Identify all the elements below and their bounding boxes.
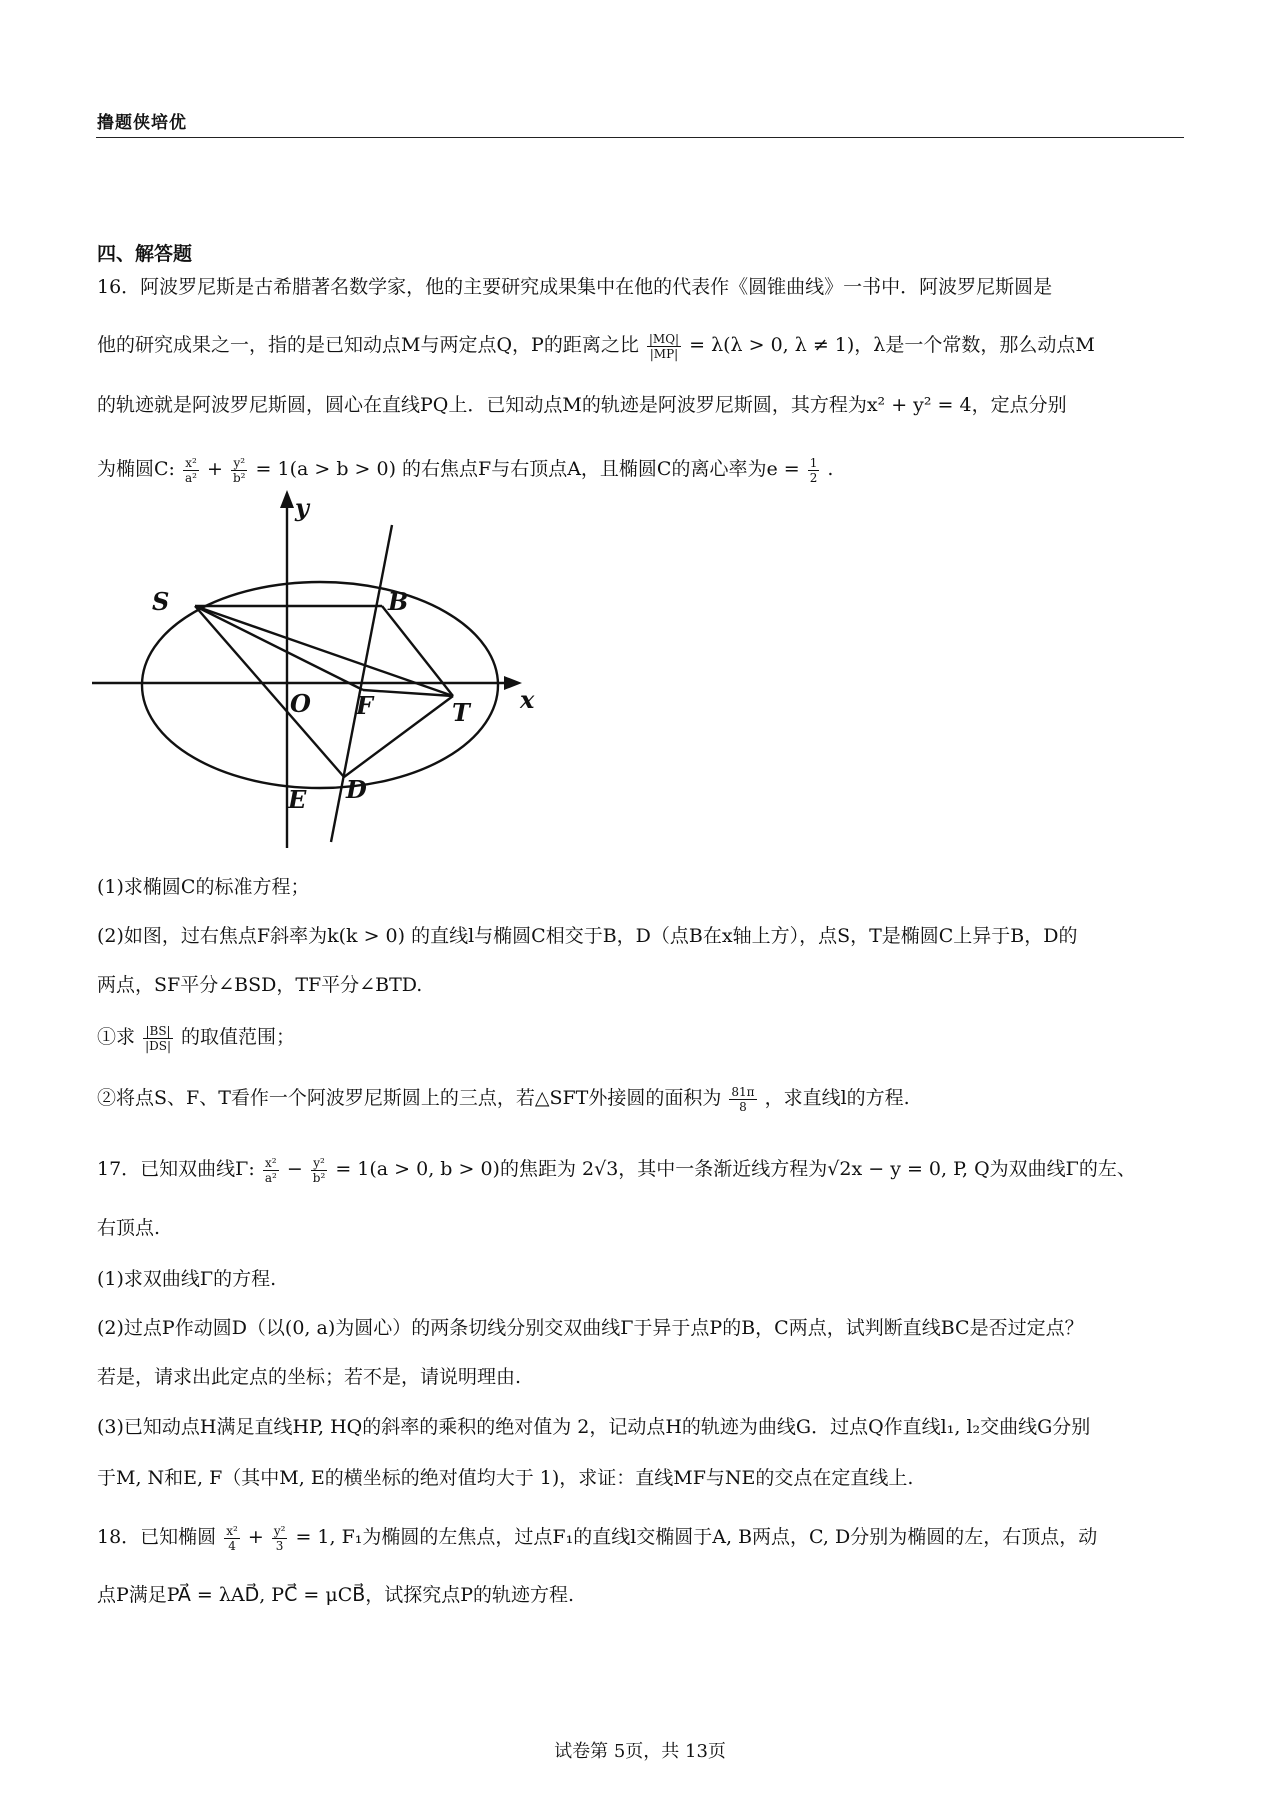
label-y: y xyxy=(295,493,309,522)
q17-line-2: 右顶点. xyxy=(97,1217,161,1239)
ellipse-figure xyxy=(90,490,535,860)
q18-line-2: 点P满足PA⃗ = λAD⃗, PC⃗ = μCB⃗，试探究点P的轨迹方程. xyxy=(97,1584,575,1606)
fraction-y2-b2: $\frac{\text{y²}}{\text{b²}}$ xyxy=(312,1155,326,1185)
label-s: S xyxy=(152,587,170,616)
q16-text: = 1(a > b > 0) 的右焦点F与右顶点A，且椭圆C的离心率为e = xyxy=(255,458,800,480)
plus-sign: + xyxy=(247,1526,264,1548)
q16-part-2-line-1: (2)如图，过右焦点F斜率为k(k > 0) 的直线l与椭圆C相交于B，D（点B在x轴上方），点S，T是椭圆C上异于B，D的 xyxy=(97,925,1078,947)
q16-part-2-ii xyxy=(97,1083,910,1114)
label-d: D xyxy=(346,775,367,804)
fraction-y2-3: $\frac{\text{y²}}{3}$ xyxy=(273,1523,286,1553)
fraction-x2-4: $\frac{\text{x²}}{4}$ xyxy=(226,1523,238,1553)
y-axis-arrow xyxy=(280,490,294,508)
fraction-81pi-8: $\frac{81\pi}{8}$ xyxy=(731,1084,755,1114)
q16-text: = λ(λ > 0, λ ≠ 1)，λ是一个常数，那么动点M xyxy=(689,334,1095,356)
header-divider xyxy=(96,137,1184,138)
q17-part-2-line-2: 若是，请求出此定点的坐标；若不是，请说明理由. xyxy=(97,1366,522,1388)
q17-part-3-line-2: 于M, N和E, F（其中M, E的横坐标的绝对值均大于 1)，求证：直线MF与NE的交点在定直线上. xyxy=(97,1467,914,1489)
q17-line-1 xyxy=(97,1154,1136,1185)
fraction-mq-mp: $\frac{|MQ|}{|MP|}$ xyxy=(648,331,680,361)
q17-part-2-line-1: (2)过点P作动圆D（以(0, a)为圆心）的两条切线分别交双曲线Γ于异于点P的B，C两点，试判断直线BC是否过定点？ xyxy=(97,1317,1084,1339)
q17-text: = 1(a > 0, b > 0)的焦距为 2√3，其中一条渐近线方程为√2x − y = 0, P, Q为双曲线Γ的左、 xyxy=(335,1158,1136,1180)
plus-sign: + xyxy=(207,458,223,480)
q18-text: 18．已知椭圆 xyxy=(97,1526,217,1548)
fraction-bs-ds: $\frac{|BS|}{|DS|}$ xyxy=(145,1023,171,1053)
q16-line-2 xyxy=(97,330,1095,361)
label-f: F xyxy=(356,691,374,720)
label-b: B xyxy=(388,587,409,616)
q18-line-1 xyxy=(97,1522,1097,1553)
q16-text: ①求 xyxy=(97,1026,136,1048)
section-title: 四、解答题 xyxy=(97,243,193,265)
fraction-x2-a2: $\frac{\text{x²}}{\text{a²}}$ xyxy=(264,1155,277,1185)
q16-part-2-i xyxy=(97,1022,295,1053)
q16-text: ②将点S、F、T看作一个阿波罗尼斯圆上的三点，若△SFT外接圆的面积为 xyxy=(97,1087,722,1109)
q16-text: 他的研究成果之一，指的是已知动点M与两定点Q，P的距离之比 xyxy=(97,334,639,356)
fraction-x2-a2: $\frac{\text{x²}}{\text{a²}}$ xyxy=(185,455,197,485)
q18-text: = 1, F₁为椭圆的左焦点，过点F₁的直线l交椭圆于A, B两点，C, D分别为椭圆的左，右顶点，动 xyxy=(295,1526,1098,1548)
q16-line-3: 的轨迹就是阿波罗尼斯圆，圆心在直线PQ上．已知动点M的轨迹是阿波罗尼斯圆，其方程为x² + y² = 4，定点分别 xyxy=(97,394,1067,416)
q16-text: 为椭圆C: xyxy=(97,458,175,480)
q16-text: 的取值范围； xyxy=(181,1026,296,1048)
q16-line-1: 16．阿波罗尼斯是古希腊著名数学家，他的主要研究成果集中在他的代表作《圆锥曲线》一书中．阿波罗尼斯圆是 xyxy=(97,276,1053,298)
q17-part-3-line-1: (3)已知动点H满足直线HP, HQ的斜率的乘积的绝对值为 2，记动点H的轨迹为曲线G．过点Q作直线l₁, l₂交曲线G分别 xyxy=(97,1416,1091,1438)
label-e: E xyxy=(288,785,307,814)
q16-text: ，求直线l的方程. xyxy=(764,1087,910,1109)
q16-text: . xyxy=(827,458,834,480)
label-o: O xyxy=(290,689,311,718)
q16-part-1: (1)求椭圆C的标准方程； xyxy=(97,876,310,898)
fraction-one-half: $\frac{1}{2}$ xyxy=(809,455,818,485)
q17-part-1: (1)求双曲线Γ的方程. xyxy=(97,1268,277,1290)
label-t: T xyxy=(452,698,470,727)
q16-line-4 xyxy=(97,454,833,485)
segment-sf xyxy=(195,606,363,690)
fraction-y2-b2: $\frac{\text{y²}}{\text{b²}}$ xyxy=(232,455,246,485)
page-footer: 试卷第 5页，共 13页 xyxy=(554,1741,726,1762)
q16-part-2-line-2: 两点，SF平分∠BSD，TF平分∠BTD. xyxy=(97,974,423,996)
page-header: 撸题侠培优 xyxy=(97,113,187,133)
q17-text: 17．已知双曲线Γ: xyxy=(97,1158,255,1180)
minus-sign: − xyxy=(286,1158,303,1180)
label-x: x xyxy=(520,685,535,714)
